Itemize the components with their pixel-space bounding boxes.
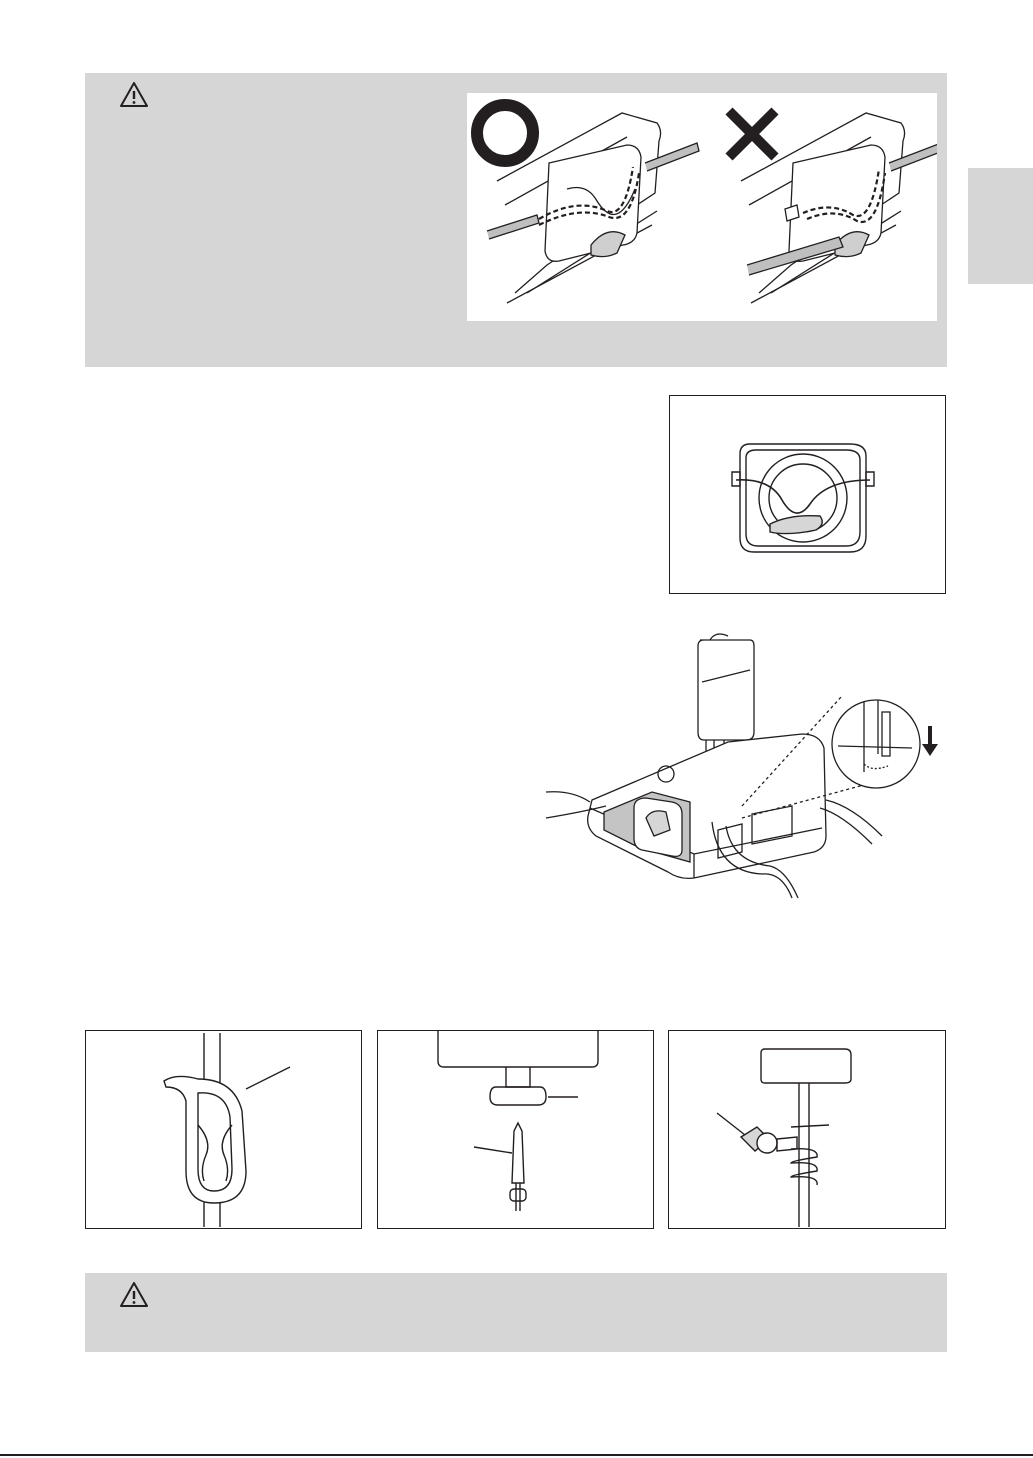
page-bottom-rule bbox=[0, 1454, 1033, 1456]
correct-circle-mark bbox=[477, 105, 533, 161]
device-iv-bag-setup-figure bbox=[542, 622, 947, 900]
bag-spike-figure bbox=[377, 1030, 654, 1229]
warning-triangle-icon bbox=[119, 81, 149, 108]
pump-head-tube-figure bbox=[669, 395, 946, 594]
tube-clip-figure bbox=[85, 1030, 362, 1229]
caution-box-bottom bbox=[85, 1273, 947, 1352]
down-arrow-icon bbox=[922, 726, 938, 756]
warning-triangle-icon bbox=[119, 1281, 149, 1308]
drip-chamber-clamp-figure bbox=[668, 1030, 946, 1229]
section-side-tab bbox=[968, 168, 1033, 284]
tube-routing-comparison-figure bbox=[467, 93, 937, 321]
incorrect-cross-mark bbox=[729, 111, 775, 157]
